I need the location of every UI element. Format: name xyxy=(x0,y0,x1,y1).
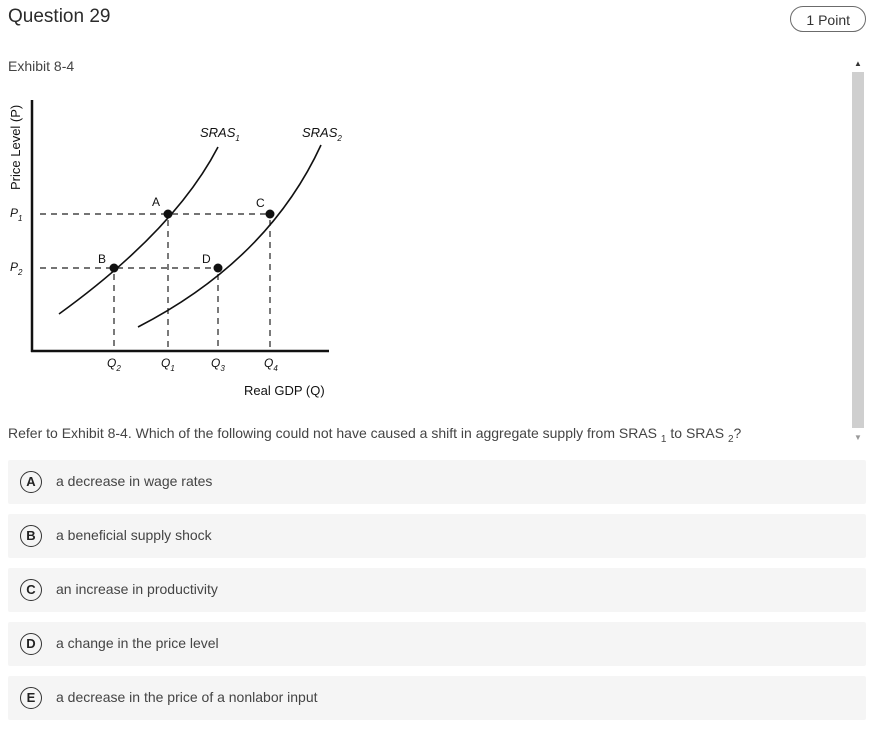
answer-options xyxy=(8,460,866,730)
answer-option-d[interactable] xyxy=(8,622,866,666)
sras2-curve xyxy=(138,145,321,327)
point-d-marker xyxy=(214,264,223,273)
sras1-curve xyxy=(59,147,218,314)
answer-option-c[interactable] xyxy=(8,568,866,612)
scroll-down-arrow-icon[interactable]: ▼ xyxy=(854,433,862,442)
question-prompt: Refer to Exhibit 8-4. Which of the following could not have caused a shift in aggregate supply from SRAS $_1$ to SRAS $_2$? xyxy=(8,425,742,445)
q1-tick-label: $Q_1$ xyxy=(161,356,175,373)
point-b-label: B xyxy=(98,252,107,266)
question-title: Question 29 xyxy=(8,6,111,27)
option-letter-badge: E xyxy=(20,687,42,709)
p2-tick-label: $P_2$ xyxy=(10,260,23,277)
exhibit-graph xyxy=(0,90,360,405)
point-d-label: D xyxy=(202,252,211,266)
points-badge: 1 Point xyxy=(790,6,866,32)
point-a-label: A xyxy=(152,195,161,209)
x-axis-label: Real GDP (Q) xyxy=(244,383,325,398)
option-letter-badge: B xyxy=(20,525,42,547)
y-axis-label: Price Level (P) xyxy=(8,104,23,190)
option-text: an increase in productivity xyxy=(56,581,218,597)
option-letter-badge: A xyxy=(20,471,42,493)
option-letter-badge: C xyxy=(20,579,42,601)
q3-tick-label: $Q_3$ xyxy=(211,356,225,373)
scroll-up-arrow-icon[interactable]: ▲ xyxy=(854,59,862,68)
point-a-marker xyxy=(164,210,173,219)
option-text: a change in the price level xyxy=(56,635,219,651)
option-text: a beneficial supply shock xyxy=(56,527,212,543)
point-c-marker xyxy=(266,210,275,219)
sras2-label: $SRAS_2$ xyxy=(302,125,342,143)
exhibit-label: Exhibit 8-4 xyxy=(8,58,75,74)
option-text: a decrease in the price of a nonlabor input xyxy=(56,689,318,705)
p1-tick-label: $P_1$ xyxy=(10,206,23,223)
answer-option-e[interactable] xyxy=(8,676,866,720)
point-b-marker xyxy=(110,264,119,273)
q4-tick-label: $Q_4$ xyxy=(264,356,278,373)
question-header xyxy=(8,6,866,32)
exhibit-scrollbar[interactable] xyxy=(850,58,866,444)
option-letter-badge: D xyxy=(20,633,42,655)
option-text: a decrease in wage rates xyxy=(56,473,213,489)
sras1-label: $SRAS_1$ xyxy=(200,125,240,143)
answer-option-b[interactable] xyxy=(8,514,866,558)
answer-option-a[interactable] xyxy=(8,460,866,504)
point-c-label: C xyxy=(256,196,265,210)
q2-tick-label: $Q_2$ xyxy=(107,356,121,373)
scroll-thumb[interactable] xyxy=(852,72,864,428)
